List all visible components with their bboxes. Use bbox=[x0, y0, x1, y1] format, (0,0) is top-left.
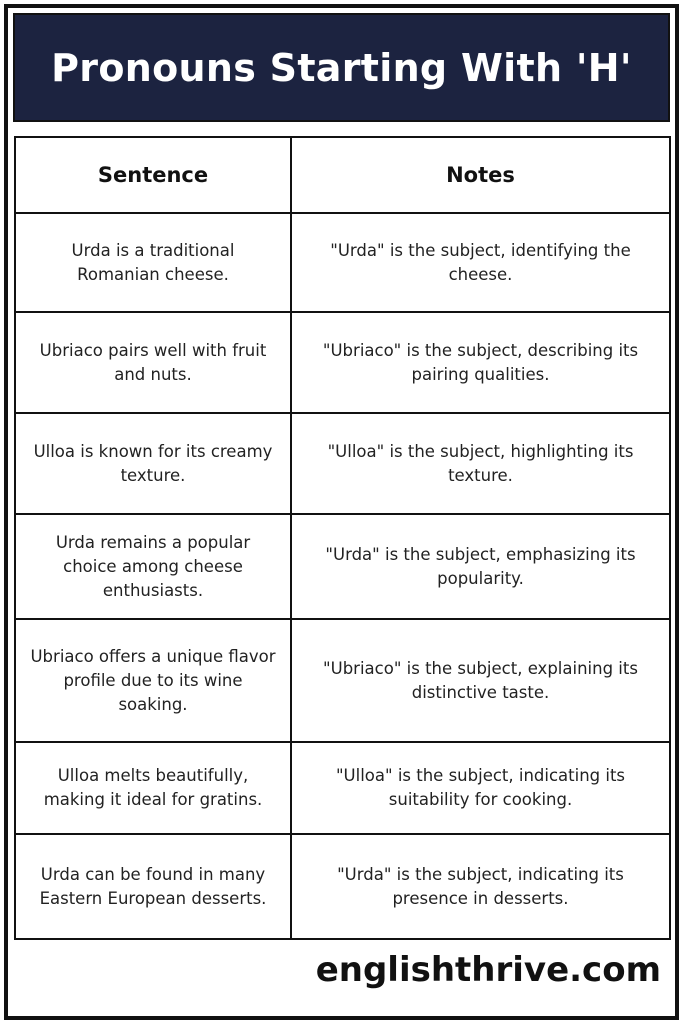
pronoun-table bbox=[14, 136, 671, 940]
table-row bbox=[15, 413, 670, 514]
note-cell: "Urda" is the subject, emphasizing its popularity. bbox=[291, 514, 670, 619]
note-cell: "Ulloa" is the subject, indicating its suitability for cooking. bbox=[291, 742, 670, 834]
sentence-cell: Urda can be found in many Eastern European desserts. bbox=[15, 834, 291, 939]
sentence-cell: Ulloa melts beautifully, making it ideal for gratins. bbox=[15, 742, 291, 834]
title-banner bbox=[13, 13, 670, 122]
sentence-cell: Urda is a traditional Romanian cheese. bbox=[15, 213, 291, 312]
sentence-cell: Ulloa is known for its creamy texture. bbox=[15, 413, 291, 514]
table-row bbox=[15, 619, 670, 742]
table-row bbox=[15, 742, 670, 834]
table-row bbox=[15, 834, 670, 939]
note-cell: "Ulloa" is the subject, highlighting its texture. bbox=[291, 413, 670, 514]
sentence-cell: Ubriaco offers a unique flavor profile due to its wine soaking. bbox=[15, 619, 291, 742]
note-cell: "Urda" is the subject, indicating its presence in desserts. bbox=[291, 834, 670, 939]
site-watermark: englishthrive.com bbox=[315, 950, 661, 990]
page-title: Pronouns Starting With 'H' bbox=[51, 45, 632, 90]
note-cell: "Ubriaco" is the subject, explaining its distinctive taste. bbox=[291, 619, 670, 742]
note-cell: "Urda" is the subject, identifying the cheese. bbox=[291, 213, 670, 312]
table-row bbox=[15, 213, 670, 312]
column-header-sentence: Sentence bbox=[15, 137, 291, 213]
note-cell: "Ubriaco" is the subject, describing its pairing qualities. bbox=[291, 312, 670, 413]
sentence-cell: Urda remains a popular choice among cheese enthusiasts. bbox=[15, 514, 291, 619]
column-header-notes: Notes bbox=[291, 137, 670, 213]
table-row bbox=[15, 312, 670, 413]
table-header-row bbox=[15, 137, 670, 213]
table-row bbox=[15, 514, 670, 619]
sentence-cell: Ubriaco pairs well with fruit and nuts. bbox=[15, 312, 291, 413]
